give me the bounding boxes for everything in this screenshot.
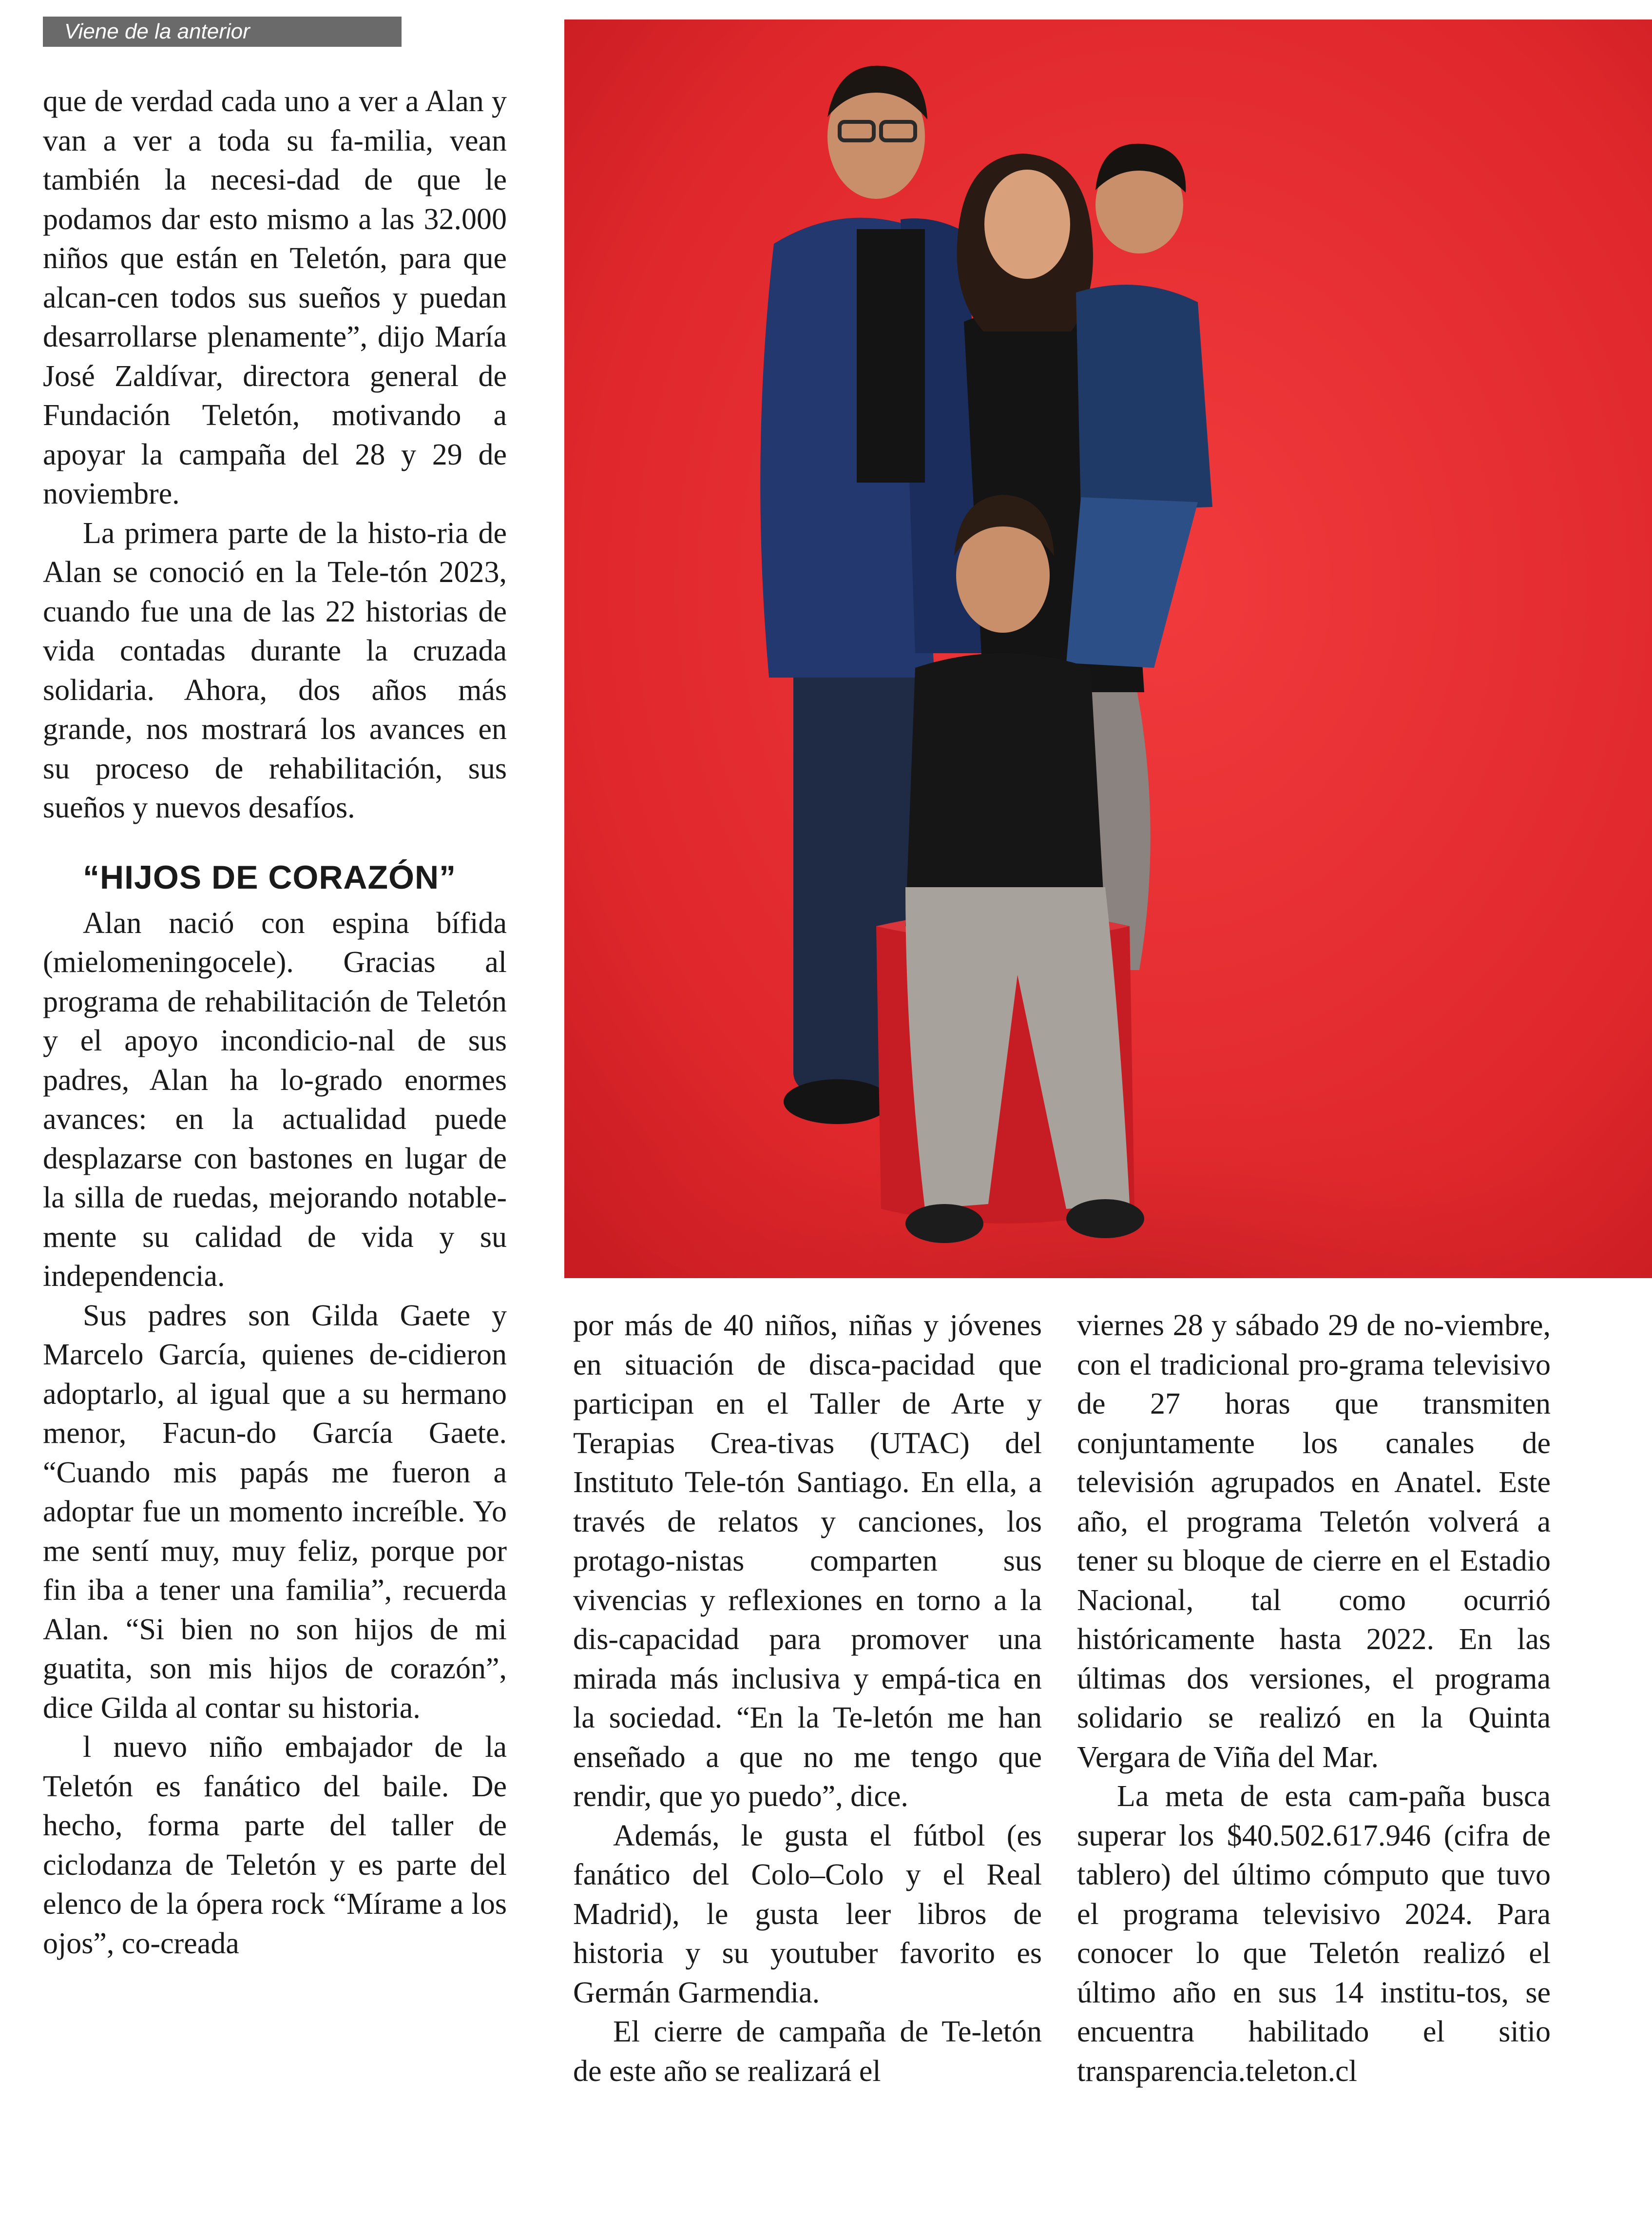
paragraph: El cierre de campaña de Te-letón de este año se realizará el xyxy=(573,2015,1042,2088)
family-photo xyxy=(564,19,1652,1278)
paragraph: l nuevo niño embajador de la Teletón es fanático del baile. De hecho, forma parte del taller de ciclodanza de Teletón y es parte del elenco de la ópera rock “Mírame a los ojos”, co-creada xyxy=(43,1730,507,1960)
paragraph: que de verdad cada uno a ver a Alan y van a ver a toda su fa-milia, vean también la necesi-dad de que le podamos dar esto mismo a las 32.000 niños que están en Teletón, para que alcan-cen todos sus sueños y puedan desarrollarse plenamente”, dijo María José Zaldívar, directora general de Fundación Teletón, motivando a apoyar la campaña del 28 y 29 de noviembre. xyxy=(43,85,507,510)
paragraph: Además, le gusta el fútbol (es fanático del Colo–Colo y el Real Madrid), le gusta leer libros de historia y su youtuber favorito es Germán Garmendia. xyxy=(573,1819,1042,2009)
continuation-tag: Viene de la anterior xyxy=(43,17,402,47)
section-heading: “HIJOS DE CORAZÓN” xyxy=(83,858,457,896)
paragraph: por más de 40 niños, niñas y jóvenes en situación de disca-pacidad que participan en el Taller de Arte y Terapias Crea-tivas (UTAC) del Instituto Tele-tón Santiago. En ella, a través de relatos y canciones, los protago-nistas comparten sus vivencias y reflexiones en torno a la dis-capacidad para promover una mirada más inclusiva y empá-tica en la sociedad. “En la Te-letón me han enseñado a que no me tengo que rendir, que yo puedo”, dice. xyxy=(573,1309,1042,1813)
paragraph: viernes 28 y sábado 29 de no-viembre, con el tradicional pro-grama televisivo de 27 horas que transmiten conjuntamente los canales de televisión agrupados en Anatel. Este año, el programa Teletón volverá a tener su bloque de cierre en el Estadio Nacional, tal como ocurrió históricamente hasta 2022. En las últimas dos versiones, el programa solidario se realizó en la Quinta Vergara de Viña del Mar. xyxy=(1077,1309,1551,1774)
article-column-2 xyxy=(573,1306,1042,2091)
paragraph: Sus padres son Gilda Gaete y Marcelo García, quienes de-cidieron adoptarlo, al igual que a su hermano menor, Facun-do García Gaete. “Cuando mis papás me fueron a adoptar fue un momento increíble. Yo me sentí muy, muy feliz, porque por fin iba a tener una familia”, recuerda Alan. “Si bien no son hijos de mi guatita, son mis hijos de corazón”, dice Gilda al contar su historia. xyxy=(43,1299,507,1725)
paragraph: La primera parte de la histo-ria de Alan se conoció en la Tele-tón 2023, cuando fue una de las 22 historias de vida contadas durante la cruzada solidaria. Ahora, dos años más grande, nos mostrará los avances en su proceso de rehabilitación, sus sueños y nuevos desafíos. xyxy=(43,516,507,824)
article-column-1 xyxy=(43,82,507,1963)
article-column-3 xyxy=(1077,1306,1551,2091)
paragraph: Alan nació con espina bífida (mielomeningocele). Gracias al programa de rehabilitación de Teletón y el apoyo incondicio-nal de sus padres, Alan ha lo-grado enormes avances: en la actualidad puede desplazarse con bastones en lugar de la silla de ruedas, mejorando notable-mente su calidad de vida y su independencia. xyxy=(43,906,507,1293)
paragraph: La meta de esta cam-paña busca superar los $40.502.617.946 (cifra de tablero) del último cómputo que tuvo el programa televisivo 2024. Para conocer lo que Teletón realizó el último año en sus 14 institu-tos, se encuentra habilitado el sitio transparencia.teleton.cl xyxy=(1077,1780,1551,2088)
